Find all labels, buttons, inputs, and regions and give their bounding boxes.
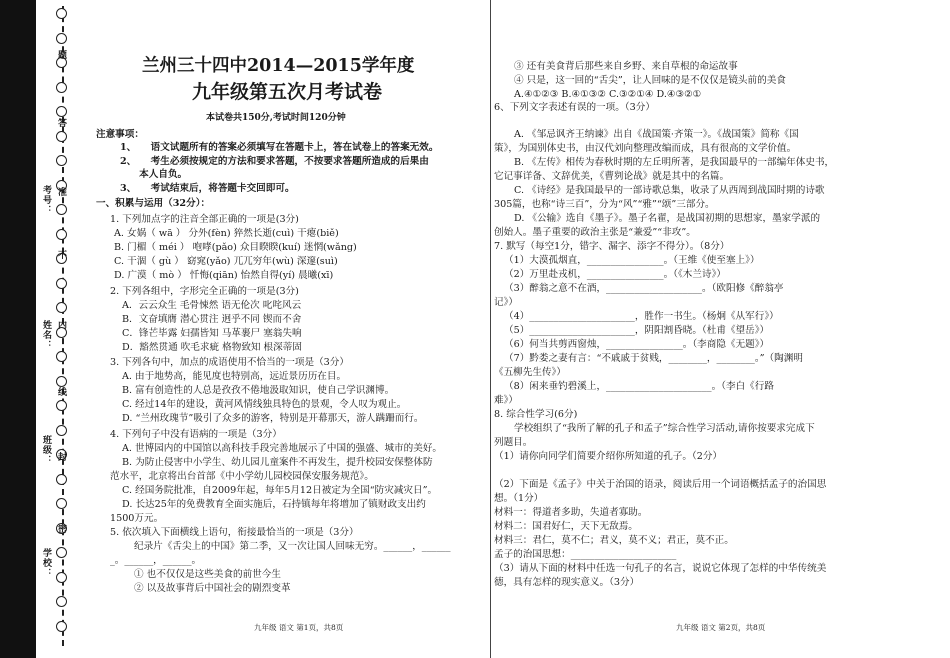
question-3-option: D. “兰州玫瑰节”吸引了众多的游客，特别是开幕那天，游人蹒跚而行。 bbox=[122, 413, 424, 424]
question-1-stem: 1. 下列加点字的注音全部正确的一项是(3分) bbox=[110, 214, 299, 225]
seal-char: 不 bbox=[58, 251, 68, 261]
binding-hole bbox=[56, 400, 67, 411]
question-5-choices: A.④①②③ B.④①③② C.③②①④ D.④③②① bbox=[514, 89, 702, 100]
binding-hole bbox=[56, 8, 67, 19]
question-6-option: 策》，为国别体史书，由汉代刘向整理改编而成，具有很高的文学价值。 bbox=[494, 143, 797, 154]
page-divider bbox=[490, 0, 491, 658]
question-7-item: 《五柳先生传》） bbox=[494, 367, 566, 378]
seal-char: 线 bbox=[58, 388, 68, 398]
question-3-stem: 3. 下列各句中，加点的成语使用不恰当的一项是（3分） bbox=[110, 357, 349, 368]
question-8-text: （2）下面是《孟子》中关于治国的语录，阅读后用一个词语概括孟子的治国思 bbox=[494, 479, 827, 490]
question-8-text: （1）请你向同学们简要介绍你所知道的孔子。（2分） bbox=[494, 451, 723, 462]
seal-char: 题 bbox=[58, 51, 68, 61]
question-6-option: 305篇，也称“诗三百”，分为“风”“雅”“颂”三部分。 bbox=[494, 199, 715, 210]
section-heading: 一、积累与运用（32分）： bbox=[96, 198, 211, 209]
question-5-option: ③ 还有美食背后那些来自乡野、来自草根的命运故事 bbox=[514, 61, 738, 72]
question-6-option: 创始人。墨子重要的政治主张是“兼爱”“非攻”。 bbox=[494, 227, 696, 238]
binding-hole bbox=[56, 425, 67, 436]
question-8-text: 德，具有怎样的现实意义。（3分） bbox=[494, 577, 640, 588]
binding-hole bbox=[56, 596, 67, 607]
exam-title: 兰州三十四中2014—2015学年度 bbox=[142, 56, 415, 76]
question-4-option: 范水平，北京将出台首部《中小学幼儿园校园保安服务规范》。 bbox=[110, 471, 374, 482]
question-8-text: 材料三：君仁，莫不仁；君义，莫不义；君正，莫不正。 bbox=[494, 535, 734, 546]
question-1-option: B. 门楣（ méi ） 咆哮(pǎo) 众目睽睽(kuí) 迷惘(wǎng) bbox=[114, 242, 357, 253]
binding-stripe bbox=[0, 0, 36, 658]
seal-char: 准 bbox=[58, 188, 68, 198]
question-6-stem: 6、下列文字表述有误的一项。（3分） bbox=[494, 102, 655, 113]
binding-hole bbox=[56, 278, 67, 289]
question-7-item: （4）______________________，胜作一书生。（杨炯《从军行》） bbox=[504, 311, 779, 322]
notice-item: 2、 考生必须按规定的方法和要求答题，不按要求答题所造成的后果由 bbox=[120, 156, 429, 167]
question-6-option: 它记事详备、文辞优美，《曹刿论战》就是其中的名篇。 bbox=[494, 171, 730, 182]
binding-hole bbox=[56, 351, 67, 362]
binding-hole bbox=[56, 572, 67, 583]
question-7-item: （6）何当共剪西窗烛，________________。（李商隐《无题》） bbox=[504, 339, 770, 350]
question-1-option: D. 广漠（ mò ） 忏悔(qiān) 怡然自得(yí) 晨曦(xī) bbox=[114, 270, 334, 281]
binding-hole bbox=[56, 229, 67, 240]
notice-heading: 注意事项： bbox=[96, 129, 144, 140]
question-4-option: C. 经国务院批准，自2009年起，每年5月12日被定为全国“防灾减灾日”。 bbox=[122, 485, 438, 496]
binding-hole bbox=[56, 621, 67, 632]
binding-hole bbox=[56, 302, 67, 313]
question-1-option: C. 干涸（ gù ） 窈窕(yǎo) 兀兀穷年(wù) 深邃(suì) bbox=[114, 256, 338, 267]
question-8-text: 材料一：得道者多助，失道者寡助。 bbox=[494, 507, 648, 518]
question-4-option: B. 为防止侵害中小学生、幼儿园儿童案件不再发生，提升校园安保整体防 bbox=[122, 457, 433, 468]
page-footer: 九年级 语文 第2页，共8页 bbox=[676, 623, 766, 632]
question-8-stem: 8. 综合性学习(6分) bbox=[494, 409, 578, 420]
question-5-option: ② 以及故事背后中国社会的剧烈变革 bbox=[134, 583, 291, 594]
exam-subtitle-title: 九年级第五次月考试卷 bbox=[192, 81, 383, 103]
binding-hole bbox=[56, 82, 67, 93]
question-7-item: （3）醉翁之意不在酒，____________________。（欧阳修《醉翁亭 bbox=[504, 283, 784, 294]
question-6-option: C. 《诗经》是我国最早的一部诗歌总集，收录了从西周到战国时期的诗歌 bbox=[514, 185, 825, 196]
question-2-stem: 2. 下列各组中，字形完全正确的一项是(3分) bbox=[110, 286, 299, 297]
binding-hole bbox=[56, 474, 67, 485]
question-7-item: （5）______________________，阴阳割昏晓。（杜甫《望岳》） bbox=[504, 325, 770, 336]
question-5-stem: 5. 依次填入下面横线上语句，衔接最恰当的一项是（3分） bbox=[110, 527, 359, 538]
seal-char: 答 bbox=[58, 119, 68, 129]
notice-item: 1、 语文试题所有的答案必须填写在答题卡上，答在试卷上的答案无效。 bbox=[120, 142, 439, 153]
question-4-stem: 4. 下列句子中没有语病的一项是（3分） bbox=[110, 429, 282, 440]
question-4-option: A. 世博园内的中国馆以高科技手段完善地展示了中国的强盛、城市的美好。 bbox=[122, 443, 443, 454]
question-4-option: 1500万元。 bbox=[110, 513, 164, 524]
question-7-item: 难》） bbox=[494, 395, 518, 406]
question-8-text: 想。（1分） bbox=[494, 493, 544, 504]
question-7-item: （7）黔娄之妻有言：“不戚戚于贫贱，________，________。”（陶渊明 bbox=[504, 353, 803, 364]
binding-hole bbox=[56, 155, 67, 166]
exam-id-label: 考号： bbox=[41, 185, 51, 215]
name-label: 姓名： bbox=[41, 320, 51, 350]
question-4-option: D. 长达25年的免费教育全面实施后，石持镇每年将增加了镇财政支出约 bbox=[122, 499, 426, 510]
question-7-item: （2）万里赴戎机，________________。（《木兰诗》） bbox=[504, 269, 726, 280]
question-5-passage: _。______，______。 bbox=[110, 555, 202, 566]
question-2-option: D．豁然贯通 吹毛求疵 格物致知 根深蒂固 bbox=[122, 342, 302, 353]
binding-hole bbox=[56, 498, 67, 509]
binding-hole bbox=[56, 547, 67, 558]
seal-char: 密 bbox=[58, 525, 68, 535]
binding-hole bbox=[56, 33, 67, 44]
class-label: 班级： bbox=[41, 435, 51, 465]
question-3-option: B. 富有创造性的人总是孜孜不倦地汲取知识，使自己学识渊博。 bbox=[122, 385, 395, 396]
exam-info: 本试卷共150分,考试时间120分钟 bbox=[206, 113, 346, 123]
question-5-passage: 纪录片《舌尖上的中国》第二季，又一次让国人回味无穷。______，______ bbox=[134, 541, 451, 552]
question-6-option: D. 《公输》选自《墨子》。墨子名翟，是战国初期的思想家，墨家学派的 bbox=[514, 213, 821, 224]
question-8-text: 孟子的治国思想：______________________ bbox=[494, 549, 677, 560]
school-label: 学校： bbox=[41, 548, 51, 578]
question-7-item: （1）大漠孤烟直，________________。（王维《使至塞上》） bbox=[504, 255, 760, 266]
question-6-option: B. 《左传》相传为春秋时期的左丘明所著，是我国最早的一部编年体史书， bbox=[514, 157, 835, 168]
question-6-option: A. 《邹忌讽齐王纳谏》出自《战国策·齐策一》。《战国策》简称《国 bbox=[514, 129, 799, 140]
question-7-item: （8）闲来垂钓碧溪上，______________________。（李白《行路 bbox=[504, 381, 774, 392]
question-1-option: A. 女娲（ wā ） 分外(fèn) 猝然长逝(cuì) 干瘪(biě) bbox=[114, 228, 339, 239]
page-footer: 九年级 语文 第1页，共8页 bbox=[254, 623, 344, 632]
notice-item: 3、 考试结束后，将答题卡交回即可。 bbox=[120, 183, 295, 194]
binding-hole bbox=[56, 204, 67, 215]
notice-item: 本人自负。 bbox=[120, 169, 188, 180]
seal-char: 封 bbox=[58, 453, 68, 463]
question-8-text: 材料二：国君好仁，天下无敌焉。 bbox=[494, 521, 638, 532]
question-2-option: C．锋芒毕露 妇孺皆知 马革裹尸 塞翁失响 bbox=[122, 328, 302, 339]
binding-hole bbox=[56, 131, 67, 142]
question-5-option: ① 也不仅仅是这些美食的前世今生 bbox=[134, 569, 281, 580]
question-8-text: 列题目。 bbox=[494, 437, 533, 448]
question-3-option: C. 经过14年的建设，黄河风情线独具特色的景观，令人叹为观止。 bbox=[122, 399, 407, 410]
seal-char: 内 bbox=[58, 321, 68, 331]
question-8-text: （3）请从下面的材料中任选一句孔子的名言，说说它体现了怎样的中华传统美 bbox=[494, 563, 827, 574]
question-7-stem: 7. 默写（每空1分，错字、漏字、添字不得分）。（8分） bbox=[494, 241, 730, 252]
question-8-text: 学校组织了“我所了解的孔子和孟子”综合性学习活动,请你按要求完成下 bbox=[514, 423, 815, 434]
question-5-option: ④ 只是，这一回的“舌尖”，让人回味的是不仅仅是镜头前的美食 bbox=[514, 75, 786, 86]
question-7-item: 记》） bbox=[494, 297, 518, 308]
question-2-option: B．文奋填膺 潜心贯注 迥乎不同 锲而不舍 bbox=[122, 314, 302, 325]
question-2-option: A．云云众生 毛骨悚然 语无伦次 叱咤风云 bbox=[122, 300, 302, 311]
question-3-option: A. 由于地势高，能见度也特别高，远近景历历在目。 bbox=[122, 371, 347, 382]
